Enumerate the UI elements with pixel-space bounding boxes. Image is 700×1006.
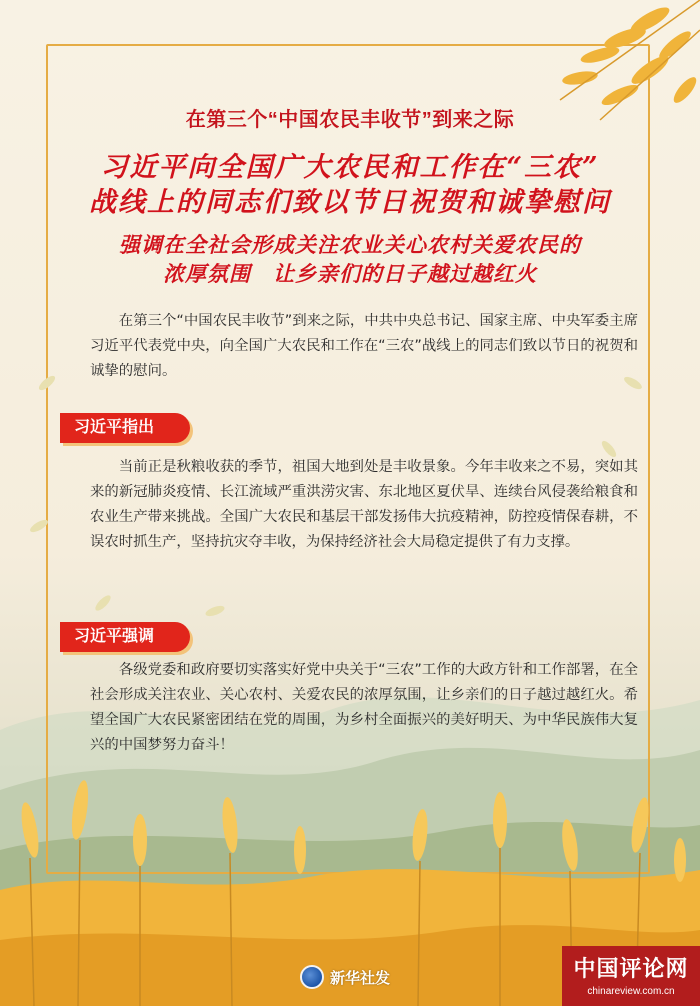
sub-title-line-2: 浓厚氛围 让乡亲们的日子越过越红火	[163, 261, 537, 286]
leaf-decoration	[36, 372, 58, 394]
main-title-line-2: 战线上的同志们致以节日祝贺和诚挚慰问	[89, 187, 611, 218]
section-tag-emphasized: 习近平强调	[60, 622, 190, 652]
agency-name: 新华社发	[330, 969, 391, 987]
site-watermark	[562, 946, 700, 1006]
intro-paragraph: 在第三个“中国农民丰收节”到来之际，中共中央总书记、国家主席、中央军委主席习近平代表党中央，向全国广大农民和工作在“三农”战线上的同志们致以节日的祝贺和诚挚的慰问。	[90, 313, 638, 379]
footer-logo	[300, 962, 420, 992]
lead-title: 在第三个“中国农民丰收节”到来之际	[185, 109, 515, 131]
section-paragraph-emphasized: 各级党委和政府要切实落实好党中央关于“三农”工作的大政方针和工作部署，在全社会形成关注农业、关心农村、关爱农民的浓厚氛围，让乡亲们的日子越过越红火。希望全国广大农民紧密团结在党的周围，为乡村全面振兴的美好明天、为中华民族伟大复兴的中国梦努力奋斗！	[90, 662, 638, 753]
section-paragraph-pointed-out: 当前正是秋粮收获的季节，祖国大地到处是丰收景象。今年丰收来之不易，突如其来的新冠肺炎疫情、长江流域严重洪涝灾害、东北地区夏伏旱、连续台风侵袭给粮食和农业生产带来挑战。全国广大农民和基层干部发扬伟大抗疫精神，防控疫情保春耕，不误农时抓生产，坚持抗灾夺丰收，为保持经济社会大局稳定提供了有力支撑。	[90, 459, 638, 550]
leaf-decoration	[28, 515, 50, 537]
watermark-name: 中国评论网	[573, 956, 689, 982]
section-tag-pointed-out: 习近平指出	[60, 413, 190, 443]
leaf-decoration	[204, 600, 226, 622]
watermark-url: chinareview.com.cn	[587, 986, 675, 997]
leaf-decoration	[92, 592, 114, 614]
xinhua-logo-icon	[300, 965, 324, 989]
sub-title-line-1: 强调在全社会形成关注农业关心农村关爱农民的	[119, 232, 581, 257]
main-title-line-1: 习近平向全国广大农民和工作在“三农”	[100, 152, 600, 183]
